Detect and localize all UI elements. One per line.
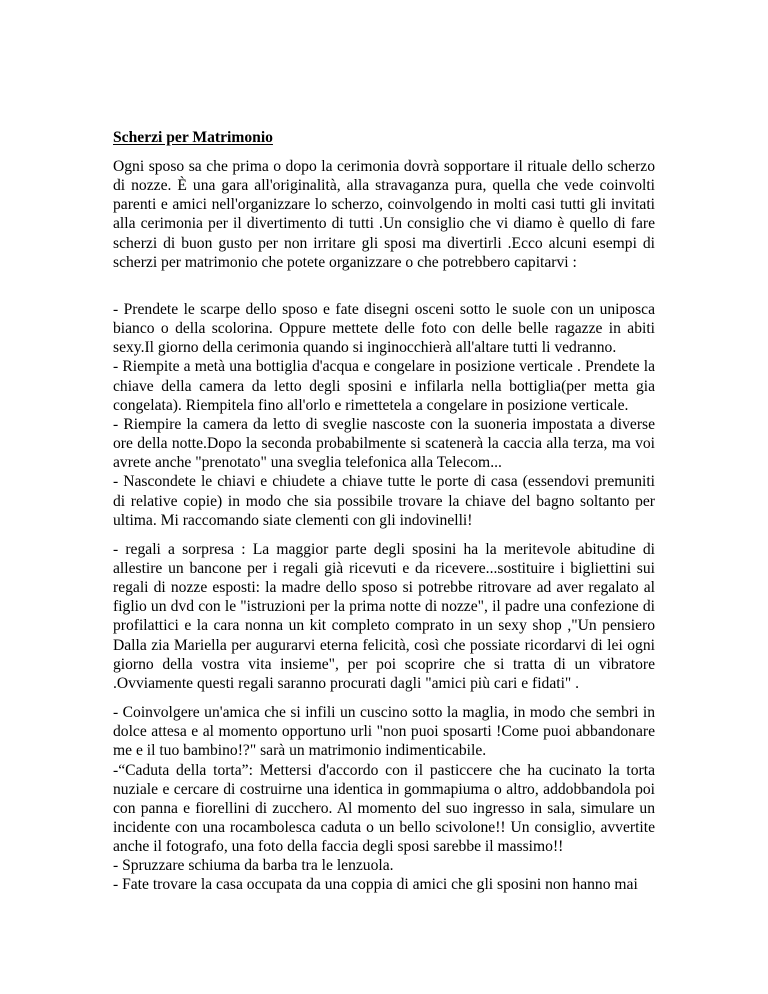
prank-pregnant-friend: - Coinvolgere un'amica che si infili un cuscino sotto la maglia, in modo che sembri in dolce attesa e al momento opportuno urli "non puoi sposarti !Come puoi abbandonare me e il tuo bambino!?" sarà un matrimonio indimenticabile.	[113, 704, 655, 760]
document-title: Scherzi per Matrimonio	[113, 129, 273, 146]
prank-shaving-foam: - Spruzzare schiuma da barba tra le lenzuola.	[113, 857, 394, 875]
prank-alarm-clocks: - Riempire la camera da letto di sveglie nascoste con la suoneria impostata a diverse ore della notte.Dopo la seconda probabilmente si scatenerà la caccia alla terza, ma voi avrete anche "prenotato" una sveglia telefonica alla Telecom...	[113, 415, 655, 472]
prank-surprise-gifts: - regali a sorpresa : La maggior parte degli sposini ha la meritevole abitudine di allestire un bancone per i regali già ricevuti e da ricevere...sostituire i bigliettini sui regali di nozze esposti: la madre dello sposo si potrebbe ritrovare ad aver regalato al figlio un dvd con le "istruzioni per la prima notte di nozze", il padre una confezione di profilattici e la cara nonna un kit completo comprato in un sexy shop ,"Un pensiero Dalla zia Mariella per augurarvi eterna felicità, così che possiate ricordarvi di lei ogni giorno della vostra vita insieme", per poi scoprire che si tratta di un vibratore .Ovviamente questi regali saranno procurati dagli "amici più cari e fidati" .	[113, 540, 655, 692]
pranks-block-3	[113, 703, 655, 895]
prank-frozen-key: - Riempite a metà una bottiglia d'acqua e congelare in posizione verticale . Prendete la chiave della camera da letto degli sposini e infilarla nella bottiglia(per metta gia congelata). Riempitela fino all'orlo e rimettetela a congelare in posizione verticale.	[113, 358, 655, 414]
document-page	[113, 128, 655, 895]
intro-paragraph: Ogni sposo sa che prima o dopo la cerimonia dovrà sopportare il rituale dello scherzo di nozze. È una gara all'originalità, alla stravaganza pura, quella che vede coinvolti parenti e amici nell'organizzare lo scherzo, coinvolgendo in molti casi tutti gli invitati alla cerimonia per il divertimento di tutti .Un consiglio che vi diamo è quello di fare scherzi di buon gusto per non irritare gli sposi ma divertirli .Ecco alcuni esempi di scherzi per matrimonio che potete organizzare o che potrebbero capitarvi :	[113, 158, 655, 271]
prank-hidden-keys: - Nascondete le chiavi e chiudete a chiave tutte le porte di casa (essendovi premuniti di relative copie) in modo che sia possibile trovare la chiave del bagno soltanto per ultima. Mi raccomando siate clementi con gli indovinelli!	[113, 473, 655, 529]
prank-shoes: - Prendete le scarpe dello sposo e fate disegni osceni sotto le suole con un uniposca bianco o della scolorina. Oppure mettete delle foto con delle belle ragazze in abiti sexy.Il giorno della cerimonia quando si inginocchierà all'altare tutti li vedranno.	[113, 300, 655, 357]
prank-fake-cake: -“Caduta della torta”: Mettersi d'accordo con il pasticcere che ha cucinato la torta nuziale e cercare di costruirne una identica in gommapiuma o altro, addobbandola poi con panna e fiorellini di zucchero. Al momento del suo ingresso in sala, simulare un incidente con una rocambolesca caduta o un bello scivolone!! Un consiglio, avvertite anche il fotografo, una foto della faccia degli sposi sarebbe il massimo!!	[113, 761, 655, 856]
prank-occupied-house: - Fate trovare la casa occupata da una coppia di amici che gli sposini non hanno mai	[113, 876, 638, 894]
pranks-block-1	[113, 300, 655, 530]
